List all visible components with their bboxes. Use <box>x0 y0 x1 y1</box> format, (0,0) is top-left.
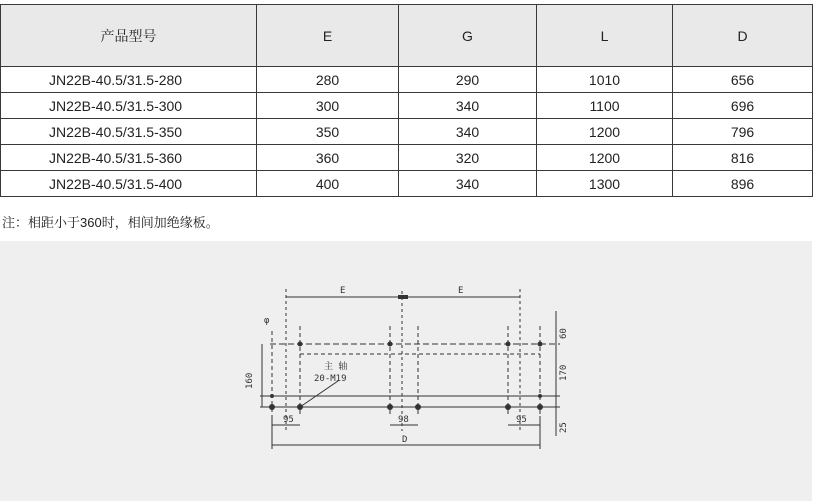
dim-label-60: 60 <box>559 328 569 339</box>
hole <box>537 404 543 410</box>
table-row <box>1 171 813 197</box>
header-e: E <box>257 5 399 67</box>
hole <box>538 394 542 398</box>
hole <box>387 404 393 410</box>
cell-d: 696 <box>673 93 813 119</box>
spec-table <box>0 4 813 197</box>
cell-g: 340 <box>399 119 537 145</box>
cell-d: 896 <box>673 171 813 197</box>
dim-label-d: D <box>402 435 408 445</box>
cell-e: 360 <box>257 145 399 171</box>
cell-e: 400 <box>257 171 399 197</box>
header-model: 产品型号 <box>1 5 257 67</box>
table-header-row <box>1 5 813 67</box>
dim-label-25: 25 <box>559 422 569 433</box>
table-row <box>1 93 813 119</box>
table-row <box>1 145 813 171</box>
dim-label-98: 98 <box>398 415 409 425</box>
cell-model: JN22B-40.5/31.5-350 <box>1 119 257 145</box>
cell-model: JN22B-40.5/31.5-300 <box>1 93 257 119</box>
dim-label-e-right: E <box>458 286 464 296</box>
cell-model: JN22B-40.5/31.5-360 <box>1 145 257 171</box>
header-g: G <box>399 5 537 67</box>
table-row <box>1 119 813 145</box>
table-row <box>1 67 813 93</box>
cell-e: 300 <box>257 93 399 119</box>
dim-label-160: 160 <box>245 372 255 389</box>
cell-e: 280 <box>257 67 399 93</box>
dimension-drawing-panel <box>0 241 812 501</box>
hole <box>415 404 421 410</box>
cell-g: 290 <box>399 67 537 93</box>
hole <box>505 404 511 410</box>
dim-label-95-right: 95 <box>516 415 527 425</box>
cell-g: 320 <box>399 145 537 171</box>
dim-label-170: 170 <box>559 364 569 381</box>
dimension-drawing <box>0 241 812 501</box>
hole <box>538 342 543 347</box>
cell-model: JN22B-40.5/31.5-400 <box>1 171 257 197</box>
hole <box>298 342 303 347</box>
cell-l: 1200 <box>537 145 673 171</box>
mounting-holes <box>269 295 543 410</box>
hole <box>388 342 393 347</box>
hole <box>270 394 274 398</box>
callout-main-shaft: 主 轴 <box>324 362 348 372</box>
callout-bolt-spec: 20-M19 <box>314 374 347 384</box>
cell-e: 350 <box>257 119 399 145</box>
cell-g: 340 <box>399 93 537 119</box>
callout-leader <box>300 381 338 407</box>
cell-l: 1010 <box>537 67 673 93</box>
cell-l: 1200 <box>537 119 673 145</box>
cell-d: 816 <box>673 145 813 171</box>
header-l: L <box>537 5 673 67</box>
cell-d: 656 <box>673 67 813 93</box>
hole <box>269 404 275 410</box>
dim-label-e-left: E <box>340 286 346 296</box>
cell-g: 340 <box>399 171 537 197</box>
cell-l: 1300 <box>537 171 673 197</box>
hole <box>297 404 303 410</box>
hole <box>506 342 511 347</box>
center-marker <box>398 295 408 299</box>
dim-label-phi: φ <box>264 316 270 326</box>
cell-l: 1100 <box>537 93 673 119</box>
header-d: D <box>673 5 813 67</box>
dim-label-95-left: 95 <box>283 415 294 425</box>
cell-model: JN22B-40.5/31.5-280 <box>1 67 257 93</box>
cell-d: 796 <box>673 119 813 145</box>
footnote: 注：相距小于360时，相间加绝缘板。 <box>2 215 219 230</box>
